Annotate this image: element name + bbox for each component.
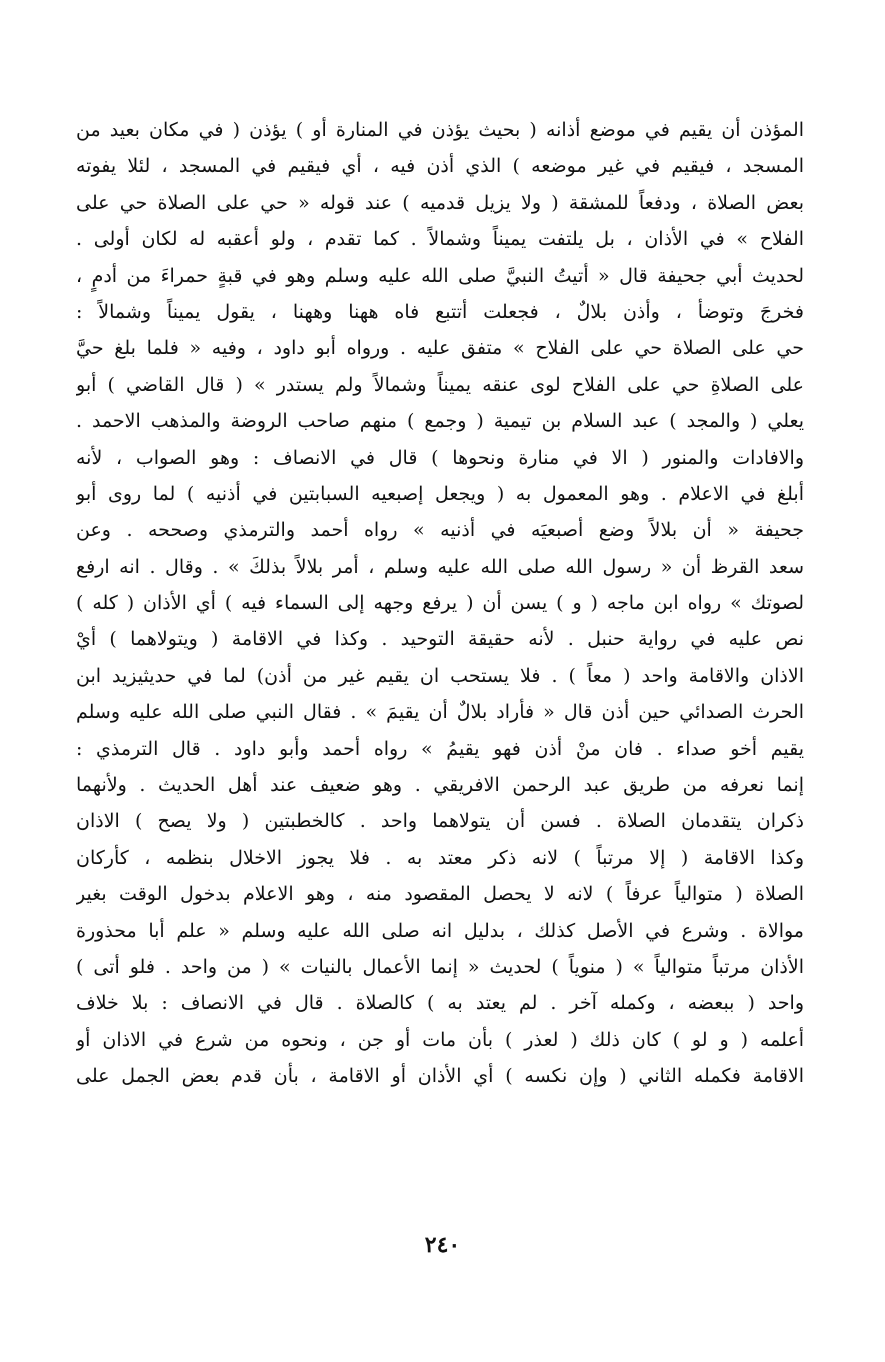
text-line: والافادات والمنور ( الا في منارة ونحوها ) قال في الانصاف : وهو الصواب ، لأنه [76, 446, 804, 469]
text-line: الأذان مرتباً متوالياً » ( منوياً ) لحديث « إنما الأعمال بالنيات » ( من واحد . فلو أتى ) [76, 955, 804, 978]
text-line: أبلغ في الاعلام . وهو المعمول به ( ويجعل إصبعيه السبابتين في أذنيه ) لما روى أبو [76, 482, 804, 505]
text-line: يقيم أخو صداء . فان منْ أذن فهو يقيمُ » رواه أحمد وأبو داود . قال الترمذي : [76, 737, 804, 760]
text-line: المؤذن أن يقيم في موضع أذانه ( بحيث يؤذن في المنارة أو ) يؤذن ( في مكان بعيد من [76, 119, 804, 141]
text-line: لصوتك » رواه ابن ماجه ( و ) يسن أن ( يرفع وجهه إلى السماء فيه ) أي الأذان ( كله ) [76, 592, 804, 615]
text-line: حي على الصلاة حي على الفلاح » متفق عليه . ورواه أبو داود ، وفيه « فلما بلغ حيَّ [76, 337, 804, 360]
text-line: فخرجَ وتوضأ ، وأذن بلالٌ ، فجعلت أتتبع فاه ههنا وههنا ، يقول يميناً وشمالاً : [76, 300, 804, 323]
body-text [76, 112, 804, 1095]
text-line: الفلاح » في الأذان ، بل يلتفت يميناً وشمالاً . كما تقدم ، ولو أعقبه له لكان أولى . [76, 228, 804, 251]
text-line: أعلمه ( و لو ) كان ذلك ( لعذر ) بأن مات أو جن ، ونحوه من شرع في الاذان أو [76, 1028, 804, 1051]
text-line: بعض الصلاة ، ودفعاً للمشقة ( ولا يزيل قدميه ) عند قوله « حي على الصلاة حي على [76, 191, 804, 214]
text-line: المسجد ، فيقيم في غير موضعه ) الذي أذن فيه ، أي فيقيم في المسجد ، لئلا يفوته [76, 155, 804, 178]
text-line: موالاة . وشرع في الأصل كذلك ، بدليل انه صلى الله عليه وسلم « علم أبا محذورة [76, 919, 804, 942]
text-line: واحد ( ببعضه ، وكمله آخر . لم يعتد به ) كالصلاة . قال في الانصاف : بلا خلاف [76, 992, 804, 1015]
text-line: لحديث أبي جحيفة قال « أتيتُ النبيَّ صلى الله عليه وسلم وهو في قبةٍ حمراءَ من أدمٍ ، [76, 264, 804, 287]
text-line: جحيفة « أن بلالاً وضع أصبعيَه في أذنيه » رواه أحمد والترمذي وصححه . وعن [76, 519, 804, 542]
text-line: يعلي ( والمجد ) عبد السلام بن تيمية ( وجمع ) منهم صاحب الروضة والمذهب الاحمد . [76, 410, 804, 433]
text-line: وكذا الاقامة ( إلا مرتباً ) لانه ذكر معتد به . فلا يجوز الاخلال بنظمه ، كأركان [76, 846, 804, 869]
text-line: نص عليه في رواية حنبل . لأنه حقيقة التوحيد . وكذا في الاقامة ( ويتولاهما ) أيْ [76, 628, 804, 651]
text-line: إنما نعرفه من طريق عبد الرحمن الافريقي . وهو ضعيف عند أهل الحديث . ولأنهما [76, 774, 804, 797]
text-line: سعد القرظ أن « رسول الله صلى الله عليه وسلم ، أمر بلالاً بذلكَ » . وقال . انه ارفع [76, 555, 804, 578]
text-line: الاقامة فكمله الثاني ( وإن نكسه ) أي الأذان أو الاقامة ، بأن قدم بعض الجمل على [76, 1065, 804, 1088]
page-number: ٢٤٠ [424, 1232, 461, 1258]
text-line: على الصلاةِ حي على الفلاح لوى عنقه يميناً وشمالاً ولم يستدر » ( قال القاضي ) أبو [76, 373, 804, 396]
text-line: الصلاة ( متوالياً عرفاً ) لانه لا يحصل المقصود منه ، وهو الاعلام بدخول الوقت بغير [76, 883, 804, 906]
text-line: الاذان والاقامة واحد ( معاً ) . فلا يستحب ان يقيم غير من أذن) لما في حديثيزيد ابن [76, 664, 804, 687]
text-line: ذكران يتقدمان الصلاة . فسن أن يتولاهما واحد . كالخطبتين ( ولا يصح ) الاذان [76, 810, 804, 833]
text-line: الحرث الصدائي حين أذن قال « فأراد بلالٌ أن يقيمَ » . فقال النبي صلى الله عليه وسلم [76, 701, 804, 724]
